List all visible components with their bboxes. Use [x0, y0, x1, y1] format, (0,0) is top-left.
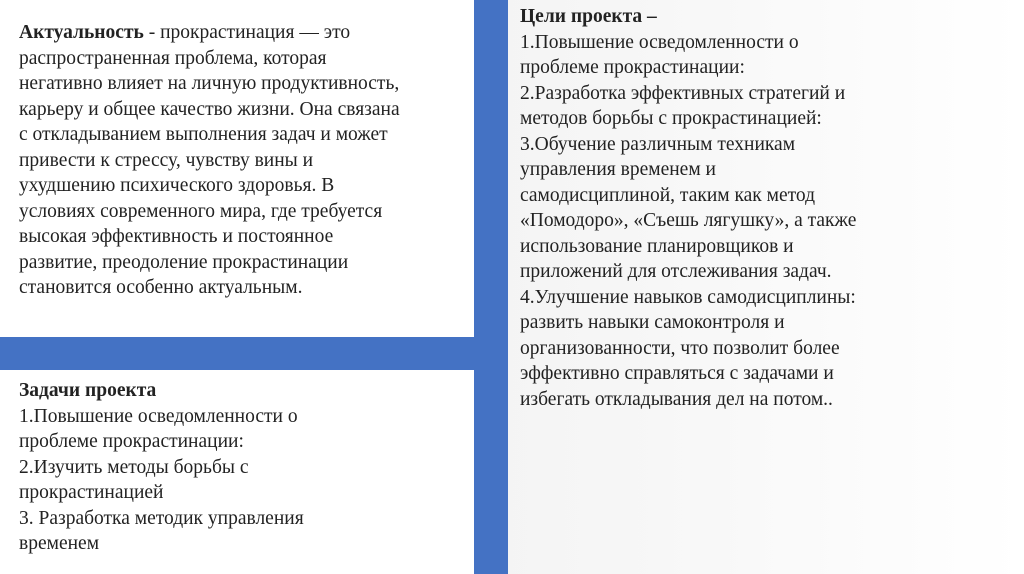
tasks-text: 1.Повышение осведомленности о проблеме прокрастинации: 2.Изучить методы борьбы с прокрастинацией 3. Разработка методик управления временем: [19, 405, 304, 554]
horizontal-divider-bar: [0, 337, 508, 370]
goals-heading: Цели проекта –: [520, 6, 657, 27]
goals-block: [520, 4, 1015, 412]
tasks-heading: Задачи проекта: [19, 380, 157, 401]
relevance-block: [19, 20, 469, 301]
relevance-text: - прокрастинация — это распространенная проблема, которая негативно влияет на личную продуктивность, карьеру и общее качество жизни. Она связана с откладыванием выполнения задач и может привести к стрессу, чувству вины и ухудшению психического здоровья. В условиях современного мира, где требуется высокая эффективность и постоянное развитие, преодоление прокрастинации становится особенно актуальным.: [19, 22, 400, 298]
vertical-divider-bar: [474, 0, 508, 574]
relevance-heading: Актуальность: [19, 22, 144, 43]
tasks-block: [19, 378, 469, 557]
goals-text: 1.Повышение осведомленности о проблеме прокрастинации: 2.Разработка эффективных стратегий и методов борьбы с прокрастинацией: 3.Обучение различным техникам управления временем и самодисциплиной, таким как метод «Помодоро», «Съешь лягушку», а также использование планировщиков и приложений для отслеживания задач. 4.Улучшение навыков самодисциплины: развить навыки самоконтроля и организованности, что позволит более эффективно справляться с задачами и избегать откладывания дел на потом..: [520, 31, 857, 410]
